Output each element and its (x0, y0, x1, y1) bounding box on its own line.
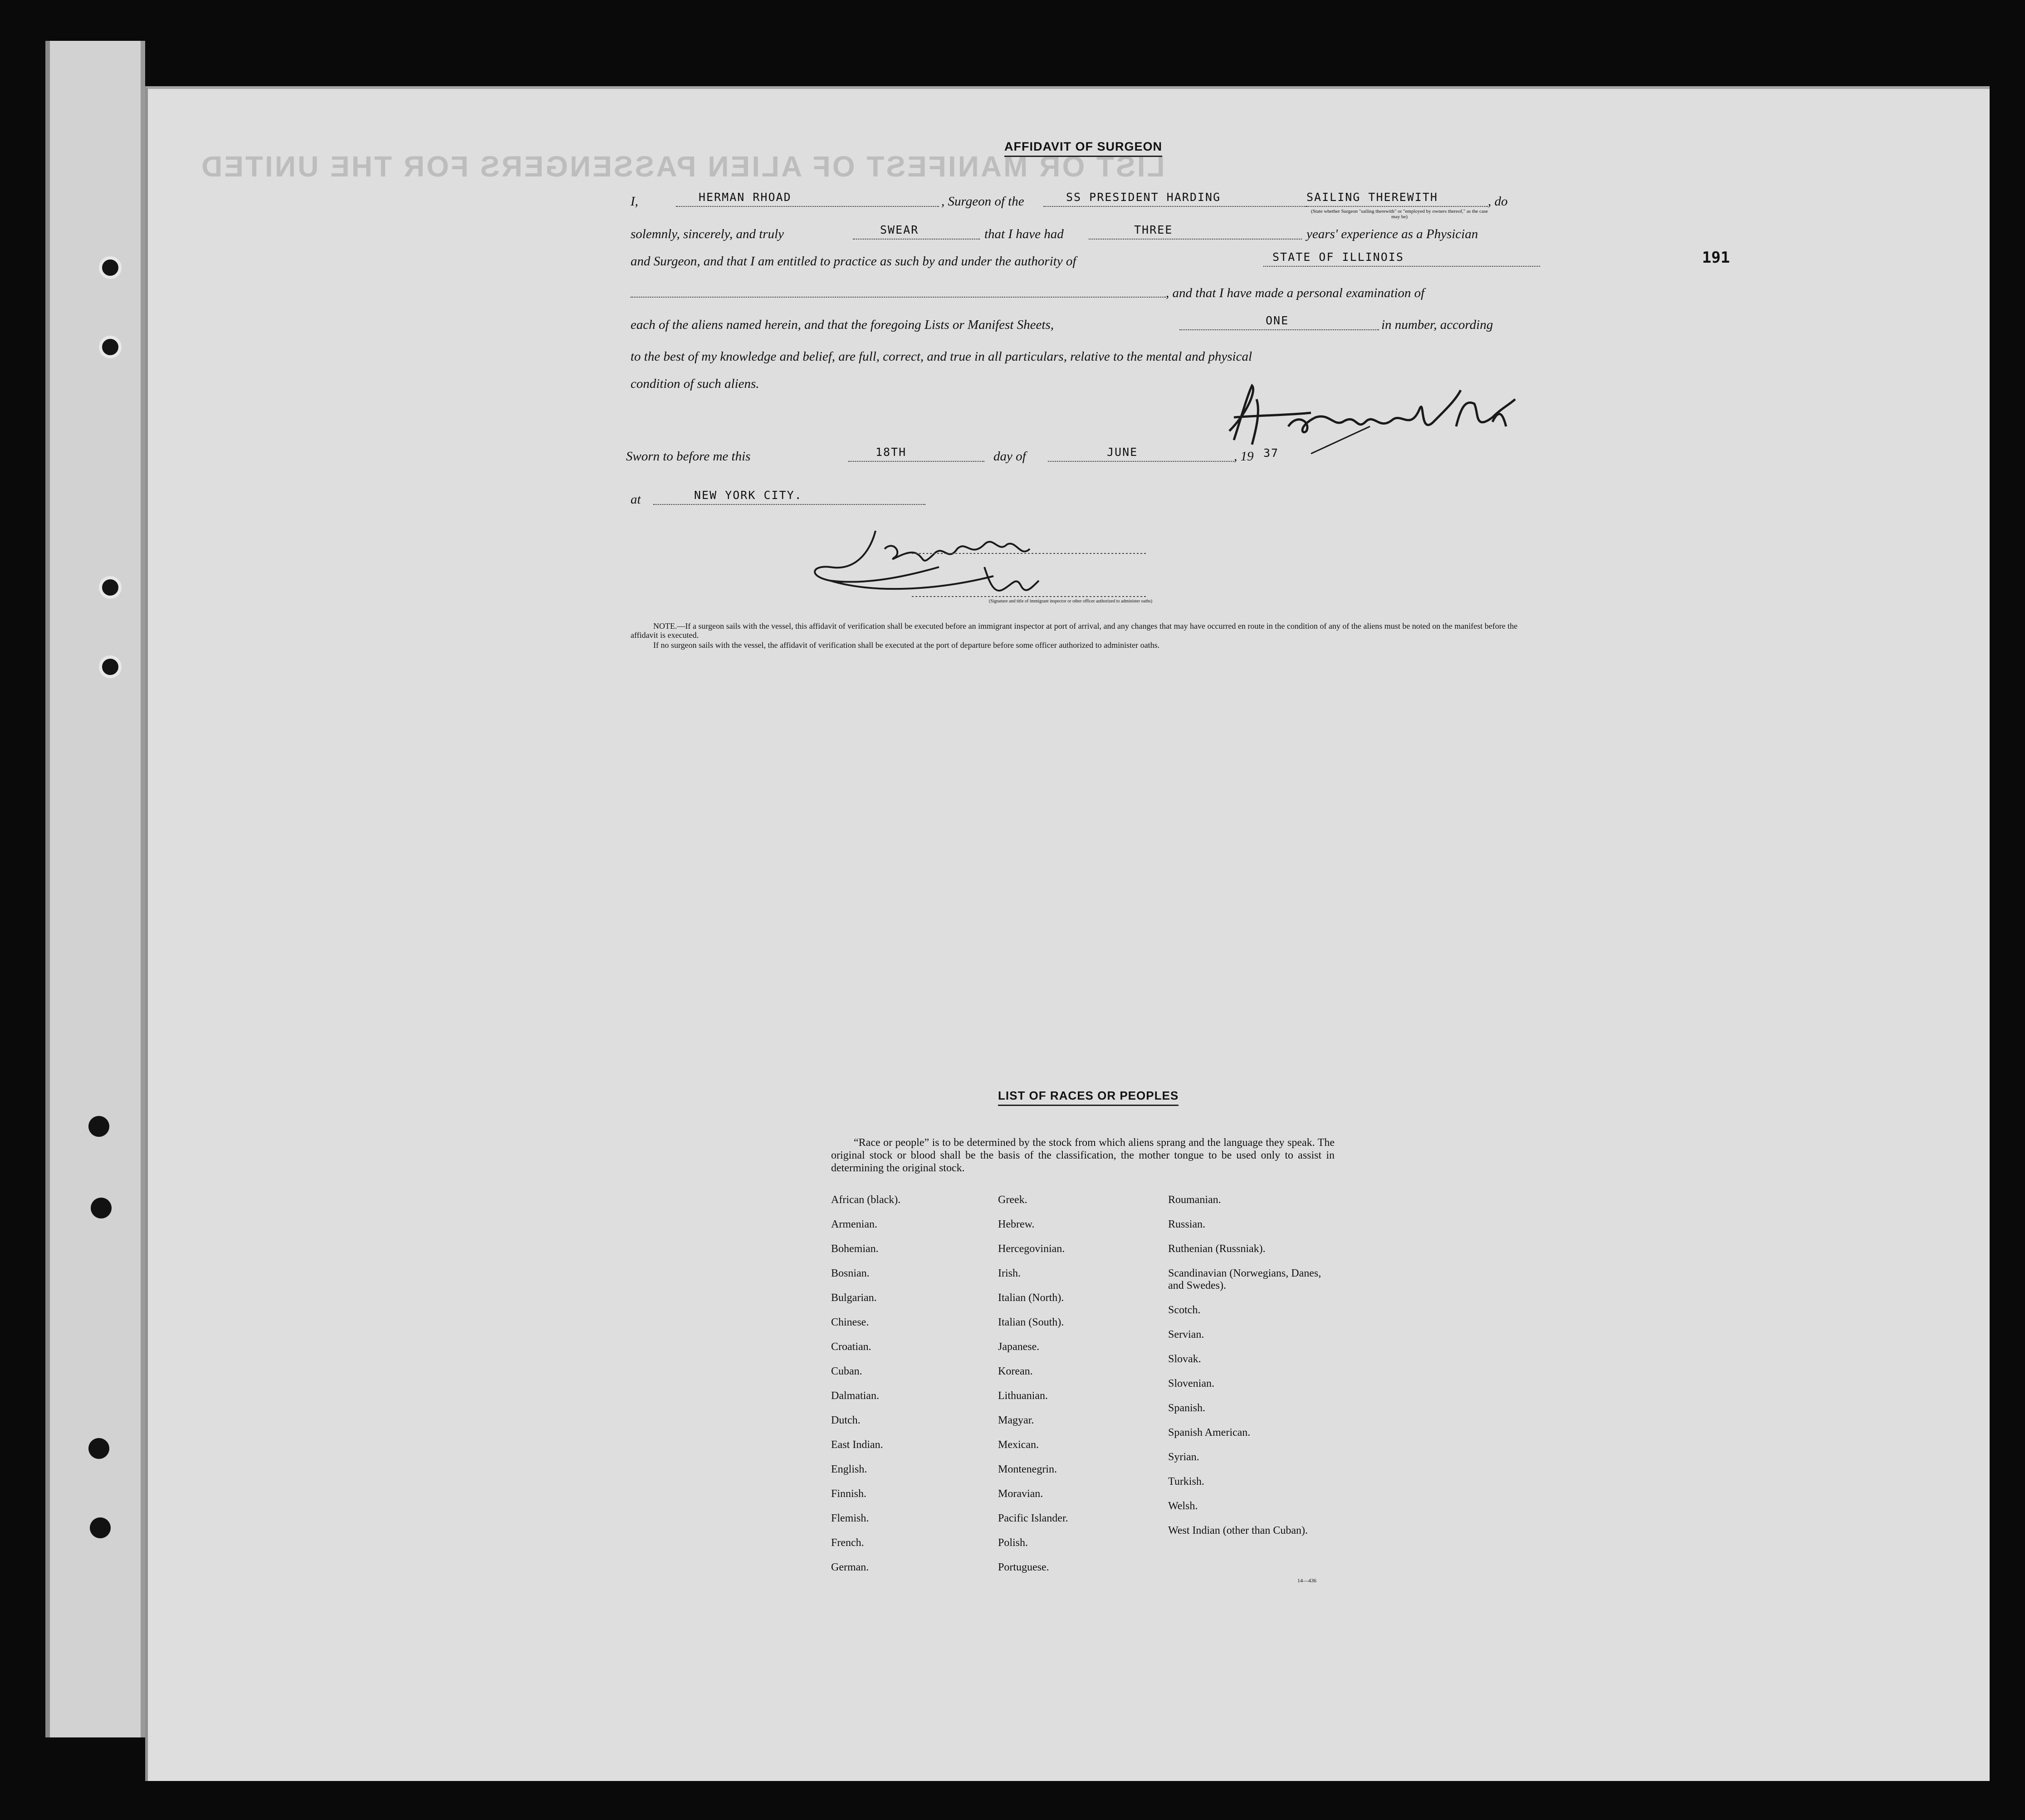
vessel-name: SS PRESIDENT HARDING (1066, 191, 1221, 204)
races-intro: “Race or people” is to be determined by the stock from which aliens sprang and the language they speak. The original stock or blood shall be the basis of the classification, the mother tongue to be used only to assist in determining the original stock. (831, 1137, 1335, 1174)
race-item: Bohemian. (831, 1243, 879, 1255)
race-item: Lithuanian. (998, 1390, 1048, 1402)
race-item: East Indian. (831, 1439, 883, 1451)
race-item: Scotch. (1168, 1304, 1201, 1316)
race-item: Slovenian. (1168, 1378, 1214, 1389)
race-item: Russian. (1168, 1218, 1206, 1230)
race-item: Pacific Islander. (998, 1512, 1068, 1524)
authority-continued-field (631, 281, 1166, 298)
race-item: Slovak. (1168, 1353, 1201, 1365)
race-item: Spanish American. (1168, 1427, 1251, 1438)
race-item: Turkish. (1168, 1476, 1204, 1487)
line3-prefix: and Surgeon, and that I am entitled to practice as such by and under the authority of (631, 254, 1076, 269)
affidavit-title: AFFIDAVIT OF SURGEON (1004, 140, 1162, 157)
authority: STATE OF ILLINOIS (1272, 250, 1404, 264)
race-item: West Indian (other than Cuban). (1168, 1525, 1308, 1536)
line2-prefix: solemnly, sincerely, and truly (631, 227, 784, 241)
surgeon-name-field (676, 191, 939, 207)
race-item: Dalmatian. (831, 1390, 879, 1402)
race-item: African (black). (831, 1194, 901, 1206)
race-item: Magyar. (998, 1414, 1034, 1426)
race-item: Armenian. (831, 1218, 877, 1230)
races-title: LIST OF RACES OR PEOPLES (998, 1089, 1179, 1106)
sheets: ONE (1266, 314, 1289, 327)
oath-field (853, 223, 980, 240)
punch-hole (88, 1438, 109, 1459)
at-place: NEW YORK CITY. (694, 489, 802, 502)
race-item: Montenegrin. (998, 1463, 1057, 1475)
race-item: Japanese. (998, 1341, 1040, 1353)
years: THREE (1134, 223, 1173, 236)
sworn-day-field (848, 445, 984, 462)
sheets-field (1179, 314, 1379, 330)
punch-hole (91, 1198, 112, 1218)
races-column-3 (1168, 1194, 1340, 1549)
at-place-field (653, 489, 925, 505)
inspector-caption: (Signature and title of immigrant inspector or other officer authorized to administer oaths) (988, 599, 1153, 604)
races-column-1 (831, 1194, 900, 1586)
vessel-field (1043, 191, 1306, 207)
form-code: 14—436 (1297, 1577, 1316, 1584)
punch-hole (88, 1116, 109, 1137)
sworn-mid: day of (993, 449, 1026, 464)
page-number: 191 (1702, 249, 1730, 267)
binder-strip (45, 41, 145, 1737)
race-item: Mexican. (998, 1439, 1039, 1451)
race-item: Portuguese. (998, 1561, 1049, 1573)
race-item: Irish. (998, 1267, 1021, 1279)
race-item: Korean. (998, 1365, 1033, 1377)
race-item: English. (831, 1463, 867, 1475)
sworn-year-prefix: , 19 (1234, 449, 1254, 464)
race-item: Bulgarian. (831, 1292, 877, 1304)
sailing-field (1306, 191, 1488, 207)
sworn-day: 18TH (876, 445, 907, 459)
line6: to the best of my knowledge and belief, are full, correct, and true in all particulars, relative to the mental and physical (631, 349, 1252, 364)
surgeon-name: HERMAN RHOAD (699, 191, 792, 204)
race-item: Scandinavian (Norwegians, Danes, and Swedes). (1168, 1267, 1321, 1292)
sailing-status: SAILING THEREWITH (1306, 191, 1438, 204)
line7: condition of such aliens. (631, 377, 759, 391)
race-item: Welsh. (1168, 1500, 1198, 1512)
race-item: Hebrew. (998, 1218, 1035, 1230)
race-item: Servian. (1168, 1329, 1204, 1341)
race-item: Bosnian. (831, 1267, 870, 1279)
race-item: Syrian. (1168, 1451, 1199, 1463)
sworn-month: JUNE (1107, 445, 1138, 459)
race-item: Roumanian. (1168, 1194, 1221, 1206)
race-item: Finnish. (831, 1488, 867, 1500)
race-item: Dutch. (831, 1414, 861, 1426)
at-prefix: at (631, 492, 641, 507)
race-item: Flemish. (831, 1512, 869, 1524)
punch-hole (99, 256, 122, 279)
line1-suffix: , do (1488, 194, 1508, 209)
races-column-2 (998, 1194, 1068, 1586)
race-item: Greek. (998, 1194, 1027, 1206)
line5-prefix: each of the aliens named herein, and that the foregoing Lists or Manifest Sheets, (631, 318, 1054, 332)
sailing-note: (State whether Surgeon "sailing therewith" or "employed by owners thereof," as the case may be) (1311, 209, 1488, 220)
oath: SWEAR (880, 223, 919, 236)
sworn-year: 37 (1263, 446, 1279, 460)
punch-hole (99, 336, 122, 358)
punch-hole (99, 656, 122, 678)
race-item: Spanish. (1168, 1402, 1206, 1414)
punch-hole (99, 576, 122, 599)
sworn-prefix: Sworn to before me this (626, 449, 751, 464)
race-item: Croatian. (831, 1341, 871, 1353)
line4-suffix: , and that I have made a personal examination of (1166, 286, 1425, 300)
line2-suffix: years' experience as a Physician (1306, 227, 1478, 241)
line1-mid: , Surgeon of the (941, 194, 1024, 209)
race-item: German. (831, 1561, 869, 1573)
race-item: French. (831, 1537, 864, 1549)
note-1: NOTE.—If a surgeon sails with the vessel, this affidavit of verification shall be executed before an immigrant inspector at port of arrival, and any changes that may have occurred en route in the condition of any of the aliens must be noted on the manifest before the affidavit is executed. (631, 621, 1518, 640)
race-item: Ruthenian (Russniak). (1168, 1243, 1266, 1255)
line5-suffix: in number, according (1381, 318, 1493, 332)
line1-prefix: I, (631, 194, 638, 209)
race-item: Italian (North). (998, 1292, 1064, 1304)
note-2: If no surgeon sails with the vessel, the affidavit of verification shall be executed at the port of departure before some officer authorized to administer oaths. (653, 641, 1160, 650)
sworn-month-field (1048, 445, 1234, 462)
show-through-header: LIST OR MANIFEST OF ALIEN PASSENGERS FOR THE UNITED (200, 150, 1165, 183)
line2-mid: that I have had (984, 227, 1064, 241)
punch-hole (90, 1517, 111, 1538)
inspector-signature (803, 522, 1148, 603)
race-item: Cuban. (831, 1365, 862, 1377)
race-item: Italian (South). (998, 1316, 1064, 1328)
race-item: Moravian. (998, 1488, 1043, 1500)
authority-field (1263, 250, 1540, 267)
race-item: Chinese. (831, 1316, 869, 1328)
race-item: Polish. (998, 1537, 1028, 1549)
years-field (1089, 223, 1302, 240)
race-item: Hercegovinian. (998, 1243, 1065, 1255)
